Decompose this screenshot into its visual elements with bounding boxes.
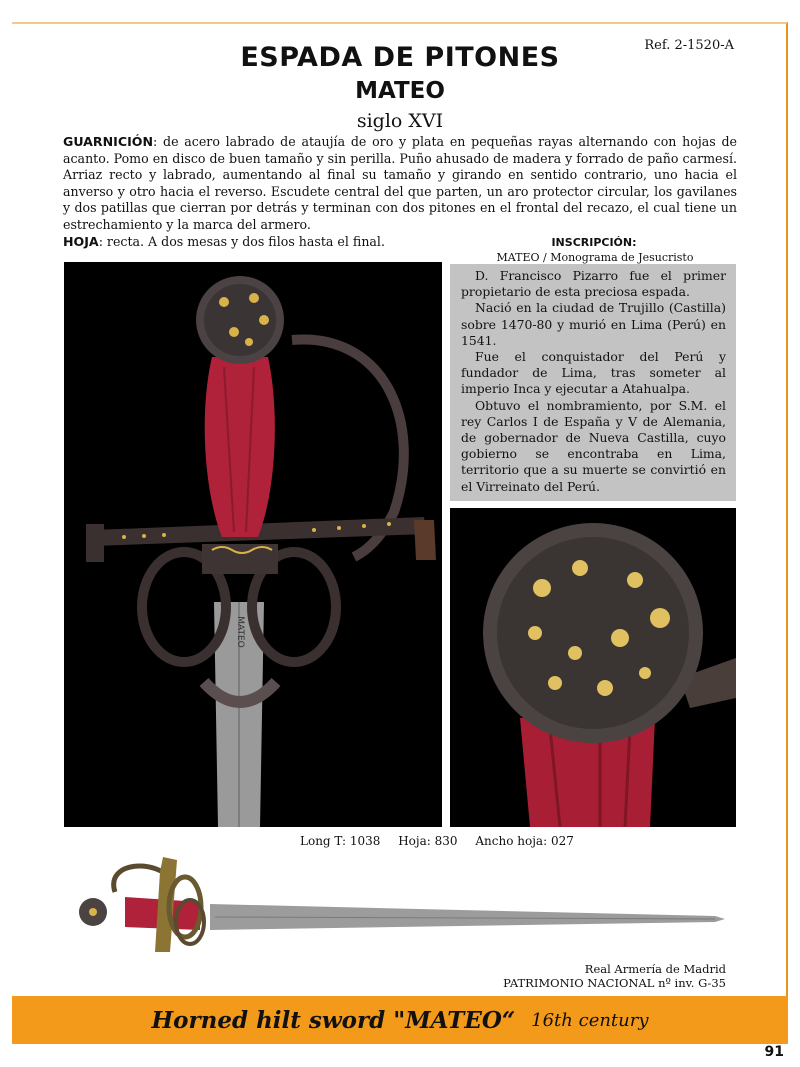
provenance xyxy=(503,962,726,990)
dimensions xyxy=(300,834,588,848)
guarnicion-text: : de acero labrado de ataujía de oro y plata en pequeñas rayas alternando con hojas de acanto. Pomo en disco de buen tamaño y sin perilla. Puño ahusado de madera y forrado de paño carmesí. Arriaz recto y labrado, aumentando al final su tamaño y girando en sentido contrario, uno hacia el anverso y otro hacia el reverso. Escudete central del que parten, un aro protector circular, los gavilanes y dos patillas que cierran por detrás y terminan con dos pitones en el frontal del recazo, el cual tiene un estrechamiento y la marca del armero. xyxy=(63,134,737,232)
blade-width: Ancho hoja: 027 xyxy=(475,834,574,848)
full-sword-photo xyxy=(75,852,725,968)
history-paragraph: Obtuvo el nombramiento, por S.M. el rey Carlos I de España y V de Alemania, de gobernador de Nueva Castilla, cuyo gobierno se encontraba en Lima, territorio que a su muerte se convirtió en el Virreinato del Perú. xyxy=(461,397,726,494)
history-paragraph: Fue el conquistador del Perú y fundador de Lima, tras someter al imperio Inca y ejecutar a Atahualpa. xyxy=(461,349,726,397)
history-box xyxy=(450,264,736,501)
page-number: 91 xyxy=(764,1044,784,1060)
footer-banner xyxy=(12,996,788,1044)
page-title: ESPADA DE PITONES xyxy=(240,42,560,73)
english-century: 16th century xyxy=(531,1009,649,1031)
history-paragraph: D. Francisco Pizarro fue el primer propietario de esta preciosa espada. xyxy=(461,268,726,300)
history-paragraph: Nació en la ciudad de Trujillo (Castilla) sobre 1470-80 y murió en Lima (Perú) en 1541. xyxy=(461,300,726,348)
description xyxy=(63,134,737,250)
blade-mark: MATEO xyxy=(235,616,245,648)
hilt-photo xyxy=(64,262,442,827)
hoja-label: HOJA xyxy=(63,233,99,249)
inscription-title: INSCRIPCIÓN: xyxy=(551,236,637,249)
hoja-text: : recta. A dos mesas y dos filos hasta el final. xyxy=(98,233,385,249)
page-subtitle: MATEO xyxy=(355,78,445,104)
provenance-inventory: PATRIMONIO NACIONAL nº inv. G-35 xyxy=(503,976,726,990)
inscription-text: MATEO / Monograma de Jesucristo xyxy=(496,251,694,264)
pommel-detail-photo xyxy=(450,508,736,827)
reference-number: Ref. 2-1520-A xyxy=(644,38,734,53)
english-title: Horned hilt sword "MATEO“ xyxy=(151,1006,516,1034)
total-length: Long T: 1038 xyxy=(300,834,381,848)
guarnicion-label: GUARNICIÓN xyxy=(63,134,154,149)
century-label: siglo XVI xyxy=(356,110,444,132)
provenance-armeria: Real Armería de Madrid xyxy=(584,962,726,976)
blade-length: Hoja: 830 xyxy=(398,834,458,848)
